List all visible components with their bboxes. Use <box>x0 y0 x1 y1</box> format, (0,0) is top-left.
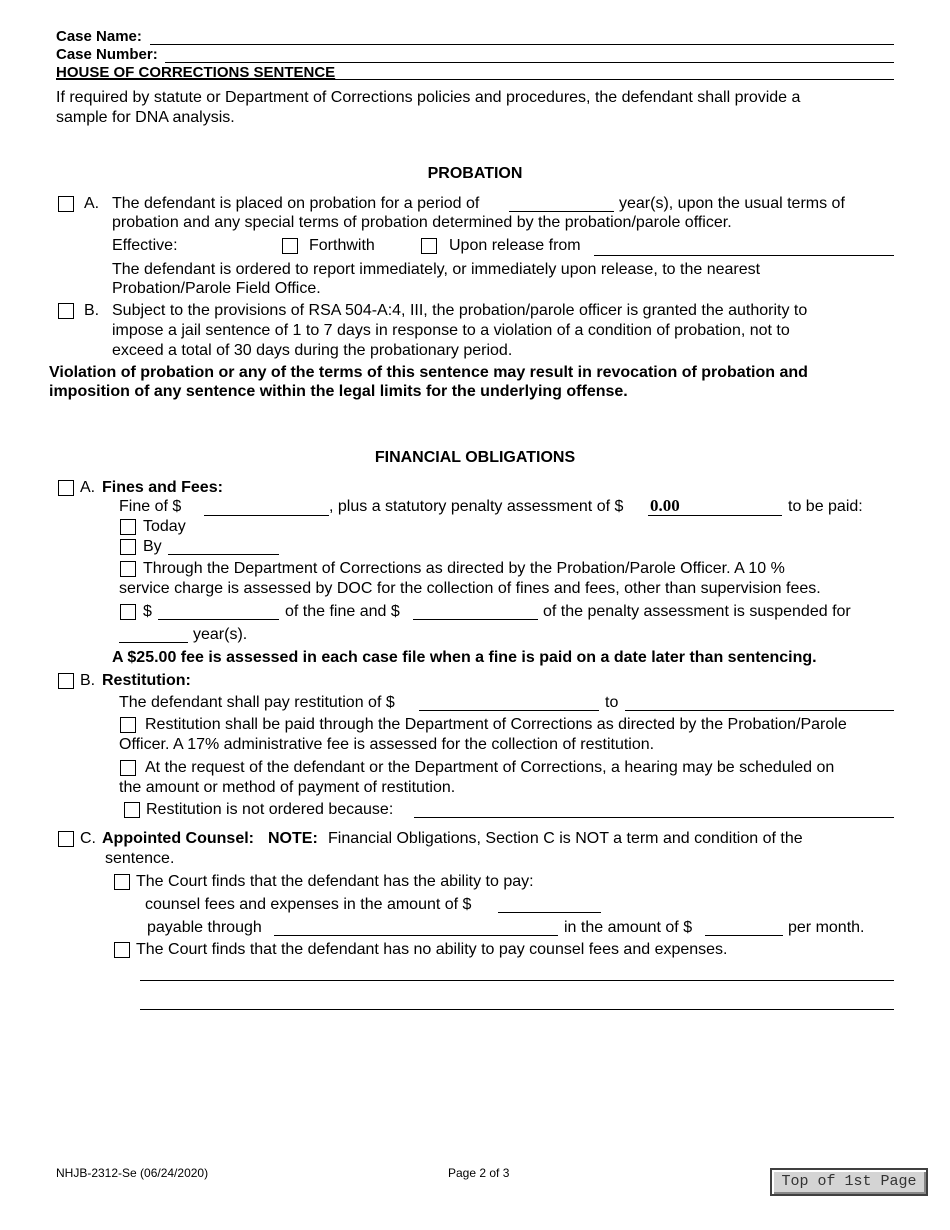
by-date-field[interactable] <box>168 554 279 555</box>
restitution-reason-field[interactable] <box>414 817 894 818</box>
probation-heading: PROBATION <box>427 165 523 182</box>
page-number: Page 2 of 3 <box>448 1166 510 1180</box>
payable-through-label: payable through <box>147 919 262 936</box>
case-number-field[interactable] <box>165 62 894 63</box>
by-checkbox[interactable] <box>120 539 136 555</box>
counsel-fees-field[interactable] <box>498 912 601 913</box>
counsel-letter: C. <box>80 830 96 847</box>
restitution-not-ordered-label: Restitution is not ordered because: <box>146 801 394 818</box>
financial-heading: FINANCIAL OBLIGATIONS <box>374 449 576 466</box>
form-title: HOUSE OF CORRECTIONS SENTENCE <box>56 64 336 81</box>
ability-to-pay-checkbox[interactable] <box>114 874 130 890</box>
counsel-sentence-text: sentence. <box>105 850 175 867</box>
today-checkbox[interactable] <box>120 519 136 535</box>
suspended-fine-field[interactable] <box>158 619 279 620</box>
report-text-2: Probation/Parole Field Office. <box>112 280 321 297</box>
no-ability-text: The Court finds that the defendant has no ability to pay counsel fees and expenses. <box>136 941 728 958</box>
by-label: By <box>143 538 162 555</box>
upon-release-label: Upon release from <box>449 237 581 254</box>
case-number-label: Case Number: <box>56 46 158 63</box>
counsel-title: Appointed Counsel: <box>102 830 254 847</box>
restitution-pay-label: The defendant shall pay restitution of $ <box>119 694 395 711</box>
probation-b-letter: B. <box>84 302 100 319</box>
restitution-hearing-text-2: the amount or method of payment of restitution. <box>119 779 456 796</box>
probation-a-text-2: probation and any special terms of probation determined by the probation/parole officer. <box>112 214 732 231</box>
suspended-dollar: $ <box>143 603 152 620</box>
fine-of-label: Fine of $ <box>119 498 182 515</box>
per-month-label: per month. <box>788 919 865 936</box>
dna-text-1: If required by statute or Department of Corrections policies and procedures, the defendant shall provide a <box>56 89 801 106</box>
restitution-hearing-text-1: At the request of the defendant or the Department of Corrections, a hearing may be scheduled on <box>145 759 835 776</box>
form-id: NHJB-2312-Se (06/24/2020) <box>56 1166 209 1180</box>
restitution-doc-text-2: Officer. A 17% administrative fee is assessed for the collection of restitution. <box>119 736 655 753</box>
notes-line-1[interactable] <box>140 980 894 981</box>
violation-warning-2: imposition of any sentence within the legal limits for the underlying offense. <box>49 383 628 400</box>
probation-b-text-1: Subject to the provisions of RSA 504-A:4, III, the probation/parole officer is granted the authority to <box>112 302 808 319</box>
probation-a-text-pre: The defendant is placed on probation for a period of <box>112 195 480 212</box>
fines-checkbox[interactable] <box>58 480 74 496</box>
title-rule <box>56 79 894 80</box>
to-be-paid-label: to be paid: <box>788 498 863 515</box>
restitution-doc-text-1: Restitution shall be paid through the Department of Corrections as directed by the Probation/Parole <box>145 716 847 733</box>
restitution-checkbox[interactable] <box>58 673 74 689</box>
restitution-not-ordered-checkbox[interactable] <box>124 802 140 818</box>
ability-to-pay-text: The Court finds that the defendant has the ability to pay: <box>136 873 534 890</box>
probation-a-letter: A. <box>84 195 100 212</box>
restitution-letter: B. <box>80 672 96 689</box>
counsel-fees-label: counsel fees and expenses in the amount of $ <box>145 896 472 913</box>
fine-amount-field[interactable] <box>204 515 329 516</box>
no-ability-checkbox[interactable] <box>114 942 130 958</box>
probation-years-field[interactable] <box>509 211 614 212</box>
case-name-label: Case Name: <box>56 28 142 45</box>
restitution-doc-checkbox[interactable] <box>120 717 136 733</box>
probation-b-text-3: exceed a total of 30 days during the probationary period. <box>112 342 513 359</box>
counsel-note-label: NOTE: <box>268 830 318 847</box>
restitution-to-field[interactable] <box>625 710 894 711</box>
report-text-1: The defendant is ordered to report immediately, or immediately upon release, to the nearest <box>112 261 761 278</box>
probation-a-text-post: year(s), upon the usual terms of <box>619 195 845 212</box>
probation-b-text-2: impose a jail sentence of 1 to 7 days in response to a violation of a condition of probation, not to <box>112 322 790 339</box>
monthly-amount-field[interactable] <box>705 935 783 936</box>
forthwith-label: Forthwith <box>309 237 375 254</box>
fines-letter: A. <box>80 479 96 496</box>
probation-a-checkbox[interactable] <box>58 196 74 212</box>
upon-release-field[interactable] <box>594 255 894 256</box>
doc-payment-checkbox[interactable] <box>120 561 136 577</box>
today-label: Today <box>143 518 186 535</box>
counsel-checkbox[interactable] <box>58 831 74 847</box>
doc-payment-text-1: Through the Department of Corrections as directed by the Probation/Parole Officer. A 10 % <box>143 560 785 577</box>
violation-warning-1: Violation of probation or any of the terms of this sentence may result in revocation of probation and <box>49 364 808 381</box>
suspended-checkbox[interactable] <box>120 604 136 620</box>
notes-line-2[interactable] <box>140 1009 894 1010</box>
payable-through-field[interactable] <box>274 935 558 936</box>
upon-release-checkbox[interactable] <box>421 238 437 254</box>
restitution-amount-field[interactable] <box>419 710 599 711</box>
restitution-hearing-checkbox[interactable] <box>120 760 136 776</box>
top-of-first-page-button[interactable]: Top of 1st Page <box>770 1168 928 1196</box>
dna-text-2: sample for DNA analysis. <box>56 109 235 126</box>
suspended-penalty-field[interactable] <box>413 619 538 620</box>
in-amount-of-label: in the amount of $ <box>564 919 693 936</box>
suspended-of-fine: of the fine and $ <box>285 603 400 620</box>
fines-title: Fines and Fees: <box>102 479 223 496</box>
suspended-of-penalty: of the penalty assessment is suspended for <box>543 603 851 620</box>
restitution-to-label: to <box>605 694 619 711</box>
late-fee-notice: A $25.00 fee is assessed in each case file when a fine is paid on a date later than sentencing. <box>112 649 817 666</box>
doc-payment-text-2: service charge is assessed by DOC for the collection of fines and fees, other than supervision fees. <box>119 580 821 597</box>
penalty-amount-value: 0.00 <box>650 496 680 515</box>
penalty-label: , plus a statutory penalty assessment of $ <box>329 498 624 515</box>
counsel-note-text: Financial Obligations, Section C is NOT a term and condition of the <box>328 830 803 847</box>
suspended-years-label: year(s). <box>193 626 248 643</box>
effective-label: Effective: <box>112 237 178 254</box>
case-name-field[interactable] <box>150 44 894 45</box>
forthwith-checkbox[interactable] <box>282 238 298 254</box>
probation-b-checkbox[interactable] <box>58 303 74 319</box>
restitution-title: Restitution: <box>102 672 191 689</box>
suspended-years-field[interactable] <box>119 642 188 643</box>
